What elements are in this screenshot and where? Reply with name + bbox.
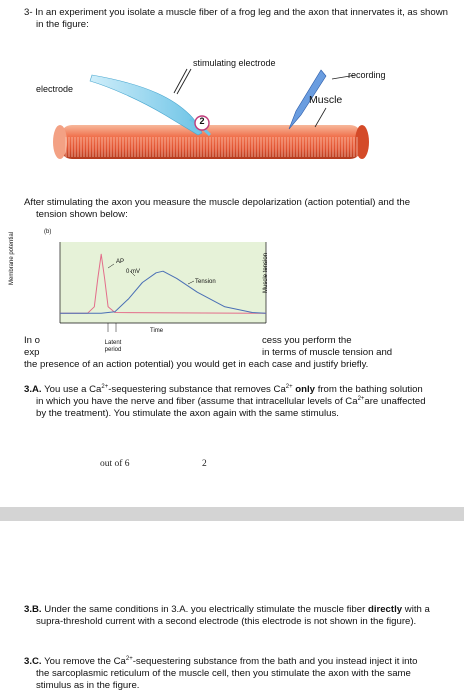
latent-period-label: Latent period	[104, 340, 122, 353]
question-3c	[24, 656, 432, 692]
xlabel-time: Time	[150, 328, 164, 334]
q3a-only: only	[295, 384, 316, 395]
marker-2-label: 2	[199, 116, 205, 126]
partial-line-3: the presence of an action potential) you would get in each case and justify briefly.	[24, 359, 369, 370]
partial-line-2-left: exp	[24, 347, 40, 358]
annotation-tension: Tension	[195, 279, 216, 285]
electrode-label: electrode	[36, 84, 74, 94]
question-3c-label: 3.C.	[24, 656, 42, 667]
partial-line-2-right: in terms of muscle tension and	[262, 347, 393, 358]
chart-background	[60, 242, 266, 323]
stimulating-electrode	[174, 69, 191, 94]
ca-sup-1: 2+	[101, 383, 109, 390]
q3a-part-1: You use a Ca	[41, 384, 102, 395]
q3b-part-2: with a supra-threshold current with a second electrode (this electrode is not shown in the figure).	[36, 604, 430, 627]
partial-line-1-right: cess you perform the	[262, 335, 352, 346]
q3c-part-2: -sequestering substance from the bath and you instead inject it into the sarcoplasmic reticulum of the muscle cell, then you stimulate the axon with the same stimulus as in the figure.	[36, 656, 418, 691]
muscle-pointer	[315, 108, 326, 127]
stimulating-electrode-label: stimulating electrode	[193, 58, 276, 68]
q3a-part-3: from the bathing solution in which you have the nerve and fiber (assume that intracellular levels of Ca	[36, 384, 423, 407]
ca-sup-2: 2+	[285, 383, 293, 390]
muscle-fiber-figure	[0, 45, 464, 205]
q3b-directly: directly	[367, 604, 403, 615]
question-3b-label: 3.B.	[24, 604, 42, 615]
annotation-zero-mv: 0 mV	[126, 269, 141, 275]
q3a-part-2: -sequestering substance that removes Ca	[108, 384, 286, 395]
chart-panel-label: (b)	[44, 229, 52, 235]
question-3b	[24, 604, 432, 628]
q3b-part-1: Under the same conditions in 3.A. you electrically stimulate the muscle fiber	[41, 604, 368, 615]
annotation-ap: AP	[116, 259, 125, 265]
ca-sup-4: 2+	[125, 655, 133, 662]
partial-line-1-left: In o	[24, 335, 41, 346]
ap-tension-chart	[40, 238, 270, 340]
muscle-fiber	[53, 125, 369, 159]
q3c-part-1: You remove the Ca	[41, 656, 126, 667]
page-number: 2	[202, 459, 207, 469]
recording-label: recording	[348, 70, 386, 80]
ca-sup-3: 2+	[357, 395, 365, 402]
muscle-label: Muscle	[309, 94, 343, 106]
q3a-part-4: are unaffected by the treatment). You stimulate the axon again with the same stimulus.	[36, 396, 426, 419]
after-stimulating-text: After stimulating the axon you measure the muscle depolarization (action potential) and the tension shown below:	[24, 197, 411, 220]
page-out-of: out of 6	[100, 459, 130, 469]
question-3-heading: 3- In an experiment you isolate a muscle fiber of a frog leg and the axon that innervates it, as shown in the figure:	[24, 7, 448, 30]
ylabel-muscle-tension: Muscle tension	[263, 252, 269, 293]
question-3a	[24, 384, 432, 420]
page-separator	[0, 507, 464, 521]
ylabel-membrane-potential: Membrane potential	[9, 231, 15, 285]
question-3a-label: 3.A.	[24, 384, 42, 395]
